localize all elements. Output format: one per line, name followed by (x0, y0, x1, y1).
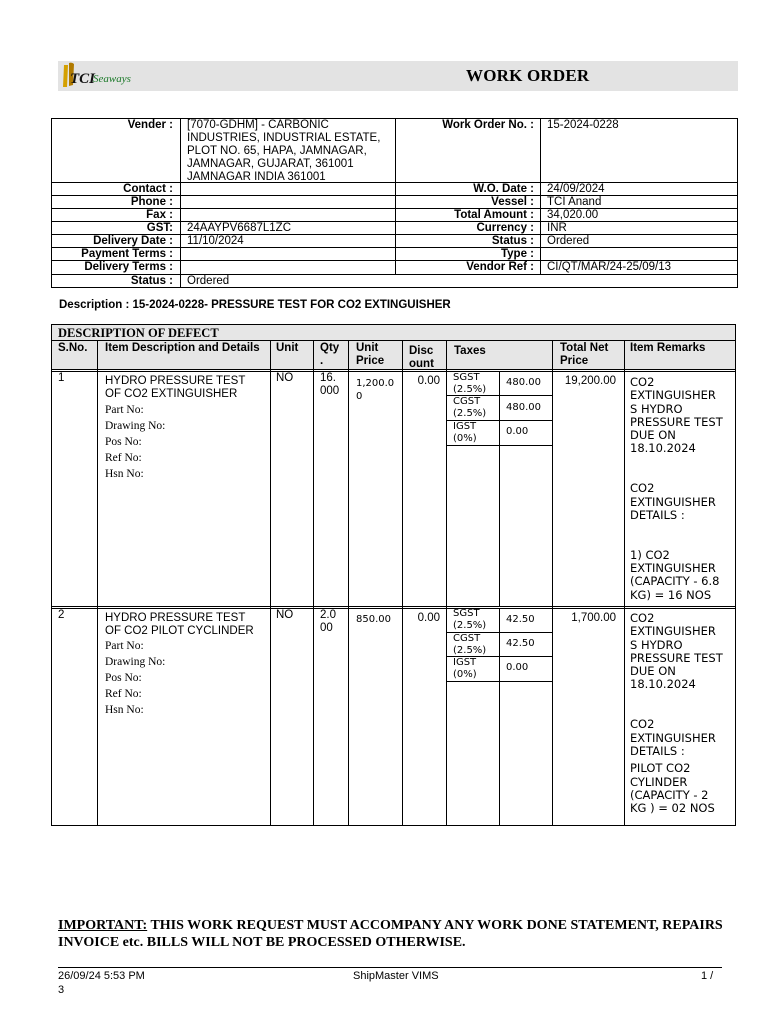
ref-no-label: Ref No: (105, 452, 142, 464)
remark-line: KG ) = 02 NOS (630, 801, 715, 816)
tax-name-line: (2.5%) (453, 384, 487, 395)
col-header-remarks: Item Remarks (630, 342, 706, 354)
unit-price-line: 0 (356, 391, 363, 402)
row-sno: 1 (58, 372, 65, 384)
drawing-no-label: Drawing No: (105, 656, 166, 668)
row-item-description (105, 375, 245, 401)
col-header-unit: Unit (276, 342, 299, 354)
hsn-no-label: Hsn No: (105, 468, 144, 480)
delivery-date-label: Delivery Date : (93, 235, 173, 247)
footer-divider (58, 967, 722, 968)
tax-name-line: (0%) (453, 669, 477, 680)
fax-label: Fax : (146, 209, 173, 221)
status-value: Ordered (187, 275, 230, 287)
tax-name-line: SGST (453, 608, 480, 619)
payment-terms-label: Payment Terms : (81, 248, 173, 260)
vender-label: Vender : (127, 119, 173, 131)
remark-line: EXTINGUISHER (630, 624, 716, 639)
footer-page-total: 3 (58, 984, 65, 996)
vendor-ref-value: CI/QT/MAR/24-25/09/13 (547, 261, 671, 273)
row-unit: NO (276, 609, 294, 621)
item-line: OF CO2 EXTINGUISHER (105, 388, 238, 400)
remark-line: CO2 (630, 611, 655, 625)
delivery-terms-label: Delivery Terms : (84, 261, 173, 273)
qty-line: 00 (320, 622, 333, 634)
row-discount: 0.00 (417, 375, 440, 387)
order-status-label: Status : (491, 235, 534, 247)
work-order-no-label: Work Order No. : (442, 119, 534, 131)
col-header-unit-price-line: Unit (356, 342, 379, 354)
company-logo (60, 59, 131, 93)
unit-price-line: 1,200.0 (356, 378, 395, 389)
delivery-date-value: 11/10/2024 (187, 235, 244, 247)
remark-line: DETAILS : (630, 507, 685, 522)
tax-name-line: CGST (453, 396, 481, 407)
remark-line: PRESSURE TEST (630, 650, 723, 665)
footer-app-name: ShipMaster VIMS (353, 970, 439, 982)
row-sub-labels (105, 402, 165, 482)
tax-amount: 42.50 (506, 614, 535, 625)
work-order-no-value: 15-2024-0228 (547, 119, 619, 131)
remark-line: (CAPACITY - 2 (630, 787, 709, 802)
tax-name-line: (2.5%) (453, 408, 487, 419)
tax-name-line: SGST (453, 372, 480, 383)
remark-line: 1) CO2 (630, 547, 670, 562)
col-header-unit-price (356, 342, 384, 368)
header-bar (58, 61, 738, 91)
remark-line: 18.10.2024 (630, 441, 696, 456)
col-header-total (560, 342, 608, 368)
gst-label: GST: (146, 222, 173, 234)
svg-text:TCI: TCI (70, 71, 96, 87)
row-discount: 0.00 (417, 612, 440, 624)
vender-line: [7070-GDHM] - CARBONIC (187, 119, 329, 131)
remark-line: EXTINGUISHER (630, 561, 716, 576)
remark-line: CO2 (630, 481, 655, 496)
tax-name-line: IGST (453, 657, 477, 668)
wo-date-label: W.O. Date : (473, 183, 534, 195)
row-sub-labels (105, 638, 165, 718)
remark-line: S HYDRO (630, 637, 683, 652)
svg-text:Seaways: Seaways (93, 73, 131, 85)
remark-line: KG) = 16 NOS (630, 587, 712, 602)
col-header-qty-line: Qty (320, 342, 340, 354)
tax-name-line: (2.5%) (453, 645, 487, 656)
col-header-item: Item Description and Details (105, 342, 260, 354)
tax-amount: 42.50 (506, 638, 535, 649)
vender-line: INDUSTRIES, INDUSTRIAL ESTATE, (187, 132, 381, 144)
remark-line: CYLINDER (630, 774, 688, 789)
remark-line: PILOT CO2 (630, 761, 691, 776)
page-title: WORK ORDER (466, 66, 590, 85)
vessel-value: TCI Anand (547, 196, 602, 208)
pos-no-label: Pos No: (105, 436, 142, 448)
currency-value: INR (547, 222, 567, 234)
tax-name-line: (0%) (453, 433, 477, 444)
drawing-no-label: Drawing No: (105, 420, 166, 432)
type-label: Type : (500, 248, 534, 260)
tax-amount: 0.00 (506, 426, 529, 437)
vender-line: PLOT NO. 65, HAPA, JAMNAGAR, (187, 145, 367, 157)
col-header-total-line: Total Net (560, 342, 609, 354)
contact-label: Contact : (123, 183, 173, 195)
ref-no-label: Ref No: (105, 688, 142, 700)
gst-value: 24AAYPV6687L1ZC (187, 222, 291, 234)
col-header-sno: S.No. (58, 342, 88, 354)
vessel-label: Vessel : (491, 196, 534, 208)
row-qty (320, 609, 336, 635)
vendor-ref-label: Vendor Ref : (466, 261, 534, 273)
qty-line: 2.0 (320, 609, 336, 621)
col-header-discount (409, 345, 434, 371)
item-line: HYDRO PRESSURE TEST (105, 375, 246, 387)
important-notice (58, 918, 748, 951)
total-amount-label: Total Amount : (454, 209, 534, 221)
remark-line: DETAILS : (630, 743, 685, 758)
tci-logo-icon (60, 59, 131, 93)
remark-line: DUE ON (630, 428, 676, 443)
remark-line: PRESSURE TEST (630, 414, 723, 429)
wo-date-value: 24/09/2024 (547, 183, 605, 195)
row-unit-price (356, 613, 391, 626)
col-header-discount-line: ount (409, 358, 434, 370)
col-header-taxes: Taxes (454, 345, 486, 357)
tax-amount: 0.00 (506, 662, 529, 673)
footer-datetime: 26/09/24 5:53 PM (58, 970, 145, 982)
tax-name (453, 421, 477, 445)
tax-name (453, 608, 486, 632)
col-header-qty-line: . (320, 355, 324, 367)
phone-label: Phone : (130, 196, 173, 208)
col-header-qty (320, 342, 339, 368)
row-unit-price (356, 377, 394, 403)
col-header-total-line: Price (560, 355, 589, 367)
tax-name-line: CGST (453, 633, 481, 644)
vender-value (187, 119, 380, 184)
row-unit: NO (276, 372, 294, 384)
row-total: 19,200.00 (564, 375, 616, 387)
hsn-no-label: Hsn No: (105, 704, 144, 716)
tax-amount: 480.00 (506, 402, 541, 413)
tax-name (453, 657, 477, 681)
remark-line: CO2 (630, 717, 655, 732)
col-header-unit-price-line: Price (356, 355, 385, 367)
col-header-discount-line: Disc (409, 345, 434, 357)
remark-line: CO2 (630, 375, 655, 389)
row-remarks (630, 376, 732, 602)
total-amount-value: 34,020.00 (547, 209, 599, 221)
tax-amount: 480.00 (506, 377, 541, 388)
tax-name-line: IGST (453, 421, 477, 432)
tax-name (453, 633, 486, 657)
remark-line: EXTINGUISHER (630, 388, 716, 403)
vender-line: JAMNAGAR INDIA 361001 (187, 171, 326, 183)
remark-line: DUE ON (630, 664, 676, 679)
row-item-description (105, 612, 254, 638)
tax-name (453, 396, 486, 420)
part-no-label: Part No: (105, 640, 144, 652)
important-text: THIS WORK REQUEST MUST ACCOMPANY ANY WORK DONE STATEMENT, REPAIRS INVOICE etc. BILLS WILL NOT BE PROCESSED OTHERWISE. (58, 918, 723, 950)
row-qty (320, 372, 339, 398)
remark-line: EXTINGUISHER (630, 730, 716, 745)
qty-line: 16. (320, 372, 336, 384)
remark-line: (CAPACITY - 6.8 (630, 574, 720, 589)
tax-name (453, 372, 486, 396)
vender-line: JAMNAGAR, GUJARAT, 361001 (187, 158, 354, 170)
unit-price-line: 850.00 (356, 614, 391, 625)
tax-name-line: (2.5%) (453, 620, 487, 631)
row-total: 1,700.00 (571, 612, 616, 624)
remark-line: S HYDRO (630, 401, 683, 416)
remark-line: EXTINGUISHER (630, 494, 716, 509)
row-sno: 2 (58, 609, 65, 621)
currency-label: Currency : (476, 222, 534, 234)
status-label: Status : (130, 275, 173, 287)
order-status-value: Ordered (547, 235, 590, 247)
item-line: OF CO2 PILOT CYCLINDER (105, 625, 254, 637)
important-prefix: IMPORTANT: (58, 918, 148, 933)
footer-page: 1 / (701, 970, 714, 982)
part-no-label: Part No: (105, 404, 144, 416)
pos-no-label: Pos No: (105, 672, 142, 684)
qty-line: 000 (320, 385, 340, 397)
remark-line: 18.10.2024 (630, 677, 696, 692)
section-title: DESCRIPTION OF DEFECT (58, 326, 219, 340)
row-remarks (630, 612, 732, 815)
work-description: Description : 15-2024-0228- PRESSURE TEST FOR CO2 EXTINGUISHER (59, 299, 451, 311)
item-line: HYDRO PRESSURE TEST (105, 612, 246, 624)
